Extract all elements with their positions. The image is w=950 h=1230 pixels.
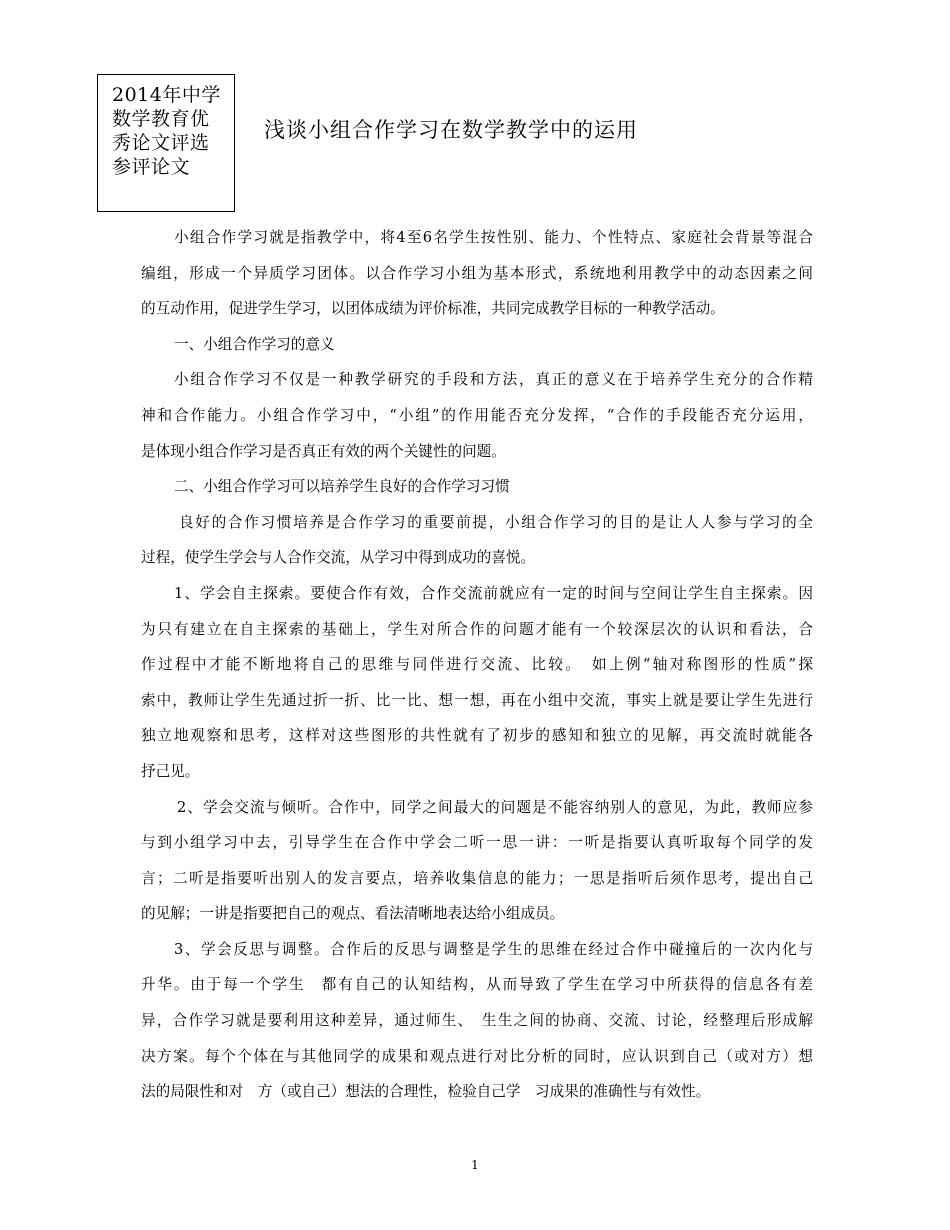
page-number: 1	[471, 1158, 479, 1172]
body-line: 作过程中才能不断地将自己的思维与同伴进行交流、比较。 如上例“轴对称图形的性质”探	[141, 656, 813, 674]
body-line: 二、小组合作学习可以培养学生良好的合作学习习惯	[174, 478, 510, 496]
body-line: 神和合作能力。小组合作学习中，“小组”的作用能否充分发挥，“合作的手段能否充分运用，	[141, 406, 813, 424]
body-line: 小组合作学习不仅是一种教学研究的手段和方法，真正的意义在于培养学生充分的合作精	[174, 371, 813, 389]
body-line: 异，合作学习就是要利用这种差异，通过师生、 生生之间的协商、交流、讨论，经整理后形成解	[141, 1012, 813, 1030]
body-line: 一、小组合作学习的意义	[174, 335, 335, 353]
review-stamp-box	[97, 74, 235, 212]
body-line: 升华。由于每一个学生 都有自己的认知结构，从而导致了学生在学习中所获得的信息各有差	[141, 976, 813, 994]
body-line: 1、学会自主探索。要使合作有效，合作交流前就应有一定的时间与空间让学生自主探索。因	[174, 584, 813, 602]
body-line: 的互动作用，促进学生学习，以团体成绩为评价标准，共同完成教学目标的一种教学活动。	[141, 300, 725, 318]
body-line: 与到小组学习中去，引导学生在合作中学会二听一思一讲：一听是指要认真听取每个同学的发	[141, 834, 813, 852]
body-line: 独立地观察和思考，这样对这些图形的共性就有了初步的感知和独立的见解，再交流时就能各	[141, 727, 813, 745]
document-title: 浅谈小组合作学习在数学教学中的运用	[264, 118, 638, 142]
stamp-line: 数学教育优	[112, 108, 210, 130]
body-line: 法的局限性和对 方（或自己）想法的合理性，检验自己学 习成果的准确性与有效性。	[141, 1083, 711, 1101]
body-line: 过程，使学生学会与人合作交流，从学习中得到成功的喜悦。	[141, 549, 536, 567]
body-line: 决方案。每个个体在与其他同学的成果和观点进行对比分析的同时，应认识到自己（或对方）想	[141, 1047, 813, 1065]
body-line: 言；二听是指要听出别人的发言要点，培养收集信息的能力；一思是指听后须作思考，提出自己	[141, 869, 813, 887]
body-line: 是体现小组合作学习是否真正有效的两个关键性的问题。	[141, 442, 506, 460]
document-body	[141, 220, 813, 1110]
body-line: 良好的合作习惯培养是合作学习的重要前提，小组合作学习的目的是让人人参与学习的全	[179, 513, 813, 531]
body-line: 3、学会反思与调整。合作后的反思与调整是学生的思维在经过合作中碰撞后的一次内化与	[174, 940, 813, 958]
body-line: 编组，形成一个异质学习团体。以合作学习小组为基本形式，系统地利用教学中的动态因素之间	[141, 264, 813, 282]
stamp-line: 2014年中学	[112, 84, 221, 106]
body-line: 抒己见。	[141, 762, 200, 780]
body-line: 2、学会交流与倾听。合作中，同学之间最大的问题是不能容纳别人的意见，为此，教师应参	[177, 798, 813, 816]
stamp-line: 参评论文	[112, 156, 191, 178]
body-line: 索中，教师让学生先通过折一折、比一比、想一想，再在小组中交流，事实上就是要让学生先进行	[141, 691, 813, 709]
body-line: 的见解；一讲是指要把自己的观点、看法清晰地表达给小组成员。	[141, 905, 565, 923]
body-line: 为只有建立在自主探索的基础上，学生对所合作的问题才能有一个较深层次的认识和看法，合	[141, 620, 813, 638]
stamp-line: 秀论文评选	[112, 132, 210, 154]
body-line: 小组合作学习就是指教学中，将4至6名学生按性别、能力、个性特点、家庭社会背景等混合	[174, 229, 813, 246]
